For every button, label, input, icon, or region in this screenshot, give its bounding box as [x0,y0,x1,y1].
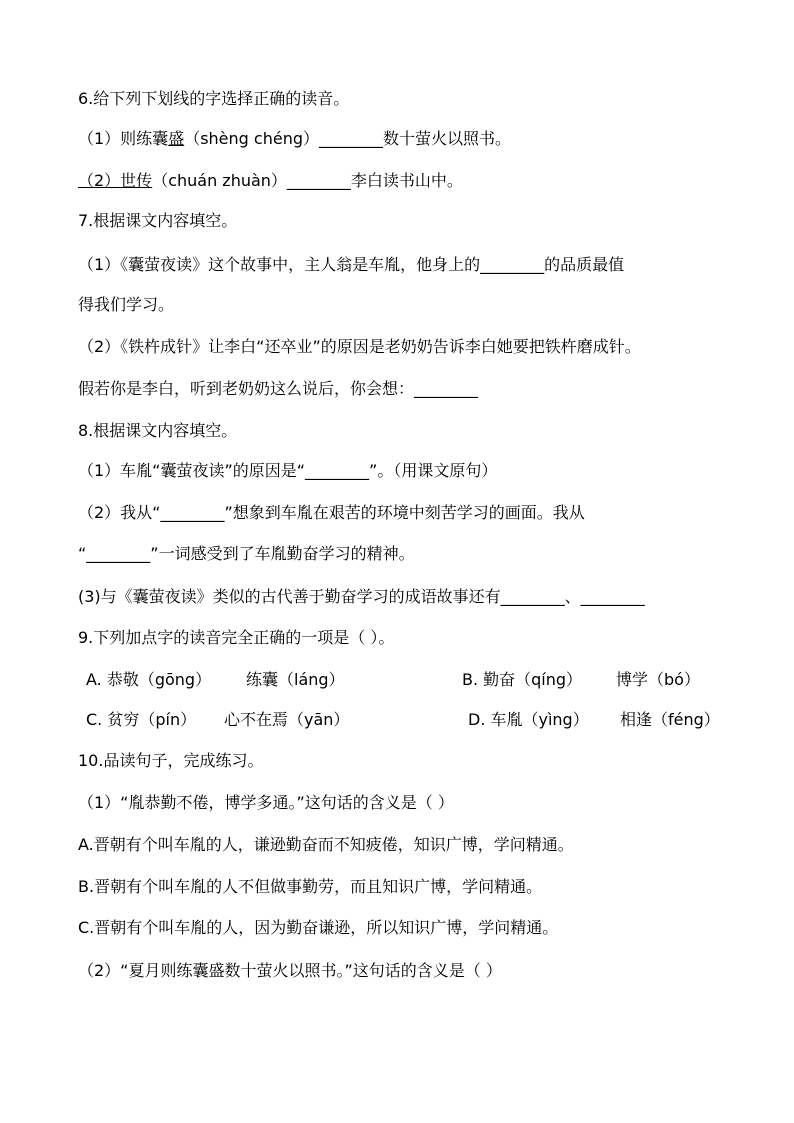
q10-choice-a: A.晋朝有个叫车胤的人，谦逊勤奋而不知疲倦，知识广博，学问精通。 [78,835,574,854]
q8-item-2-line-2: “________”一词感受到了车胤勤奋学习的精神。 [78,544,415,563]
q7-item-2-line-1: （2）《铁杵成针》让李白“还卒业”的原因是老奶奶告诉李白她要把铁杵磨成针。 [78,337,641,356]
q9-options-row-ab [78,669,728,691]
q7-item-1-line-1: （1）《囊萤夜读》这个故事中，主人翁是车胤，他身上的________的品质最值 [78,255,625,274]
q6-item-2-underlined-word: （2）世传 [78,171,153,190]
q6-item-1-underlined-char: 盛 [168,129,185,148]
q7-item-1-line-2: 得我们学习。 [78,295,175,314]
q9-option-c-1: C. 贫穷（pín） [86,710,197,729]
q9-options-row-cd [78,709,728,731]
q6-item-2-rest: （chuán zhuàn）________李白读书山中。 [152,171,463,190]
q6-title: 6.给下列下划线的字选择正确的读音。 [78,89,350,108]
q8-item-2-line-1: （2）我从“________”想象到车胤在艰苦的环境中刻苦学习的画面。我从 [78,503,585,522]
q9-option-a-1: A. 恭敬（gōng） [86,670,212,689]
q9-option-b-2: 博学（bó） [616,670,700,689]
q10-choice-c: C.晋朝有个叫车胤的人，因为勤奋谦逊，所以知识广博，学问精通。 [78,918,559,937]
q10-title: 10.品读句子，完成练习。 [78,751,264,770]
q7-item-2-line-2: 假若你是李白，听到老奶奶这么说后，你会想：________ [78,379,479,398]
q9-title: 9.下列加点字的读音完全正确的一项是（ ）。 [78,628,395,647]
q8-title: 8.根据课文内容填空。 [78,421,238,440]
q9-option-a-2: 练囊（láng） [246,670,345,689]
q10-item-2: （2）“夏月则练囊盛数十萤火以照书。”这句话的含义是（ ） [78,961,502,980]
q7-title: 7.根据课文内容填空。 [78,211,238,230]
q6-item-1-rest: （shèng chéng）________数十萤火以照书。 [184,129,511,148]
q9-option-b-1: B. 勤奋（qíng） [462,670,583,689]
q6-item-2 [78,170,728,192]
q6-item-1 [78,128,728,150]
q9-option-d-1: D. 车胤（yìng） [468,710,589,729]
q6-item-1-prefix: （1）则练囊 [78,129,169,148]
q8-item-1: （1）车胤“囊萤夜读”的原因是“________”。（用课文原句） [78,461,498,480]
q10-item-1: （1）“胤恭勤不倦，博学多通。”这句话的含义是（ ） [78,793,454,812]
q9-option-d-2: 相逢（féng） [620,710,720,729]
q9-option-c-2: 心不在焉（yān） [224,710,350,729]
q8-item-3: (3)与《囊萤夜读》类似的古代善于勤奋学习的成语故事还有________、________ [78,587,645,606]
q10-choice-b: B.晋朝有个叫车胤的人不但做事勤劳，而且知识广博，学问精通。 [78,877,543,896]
